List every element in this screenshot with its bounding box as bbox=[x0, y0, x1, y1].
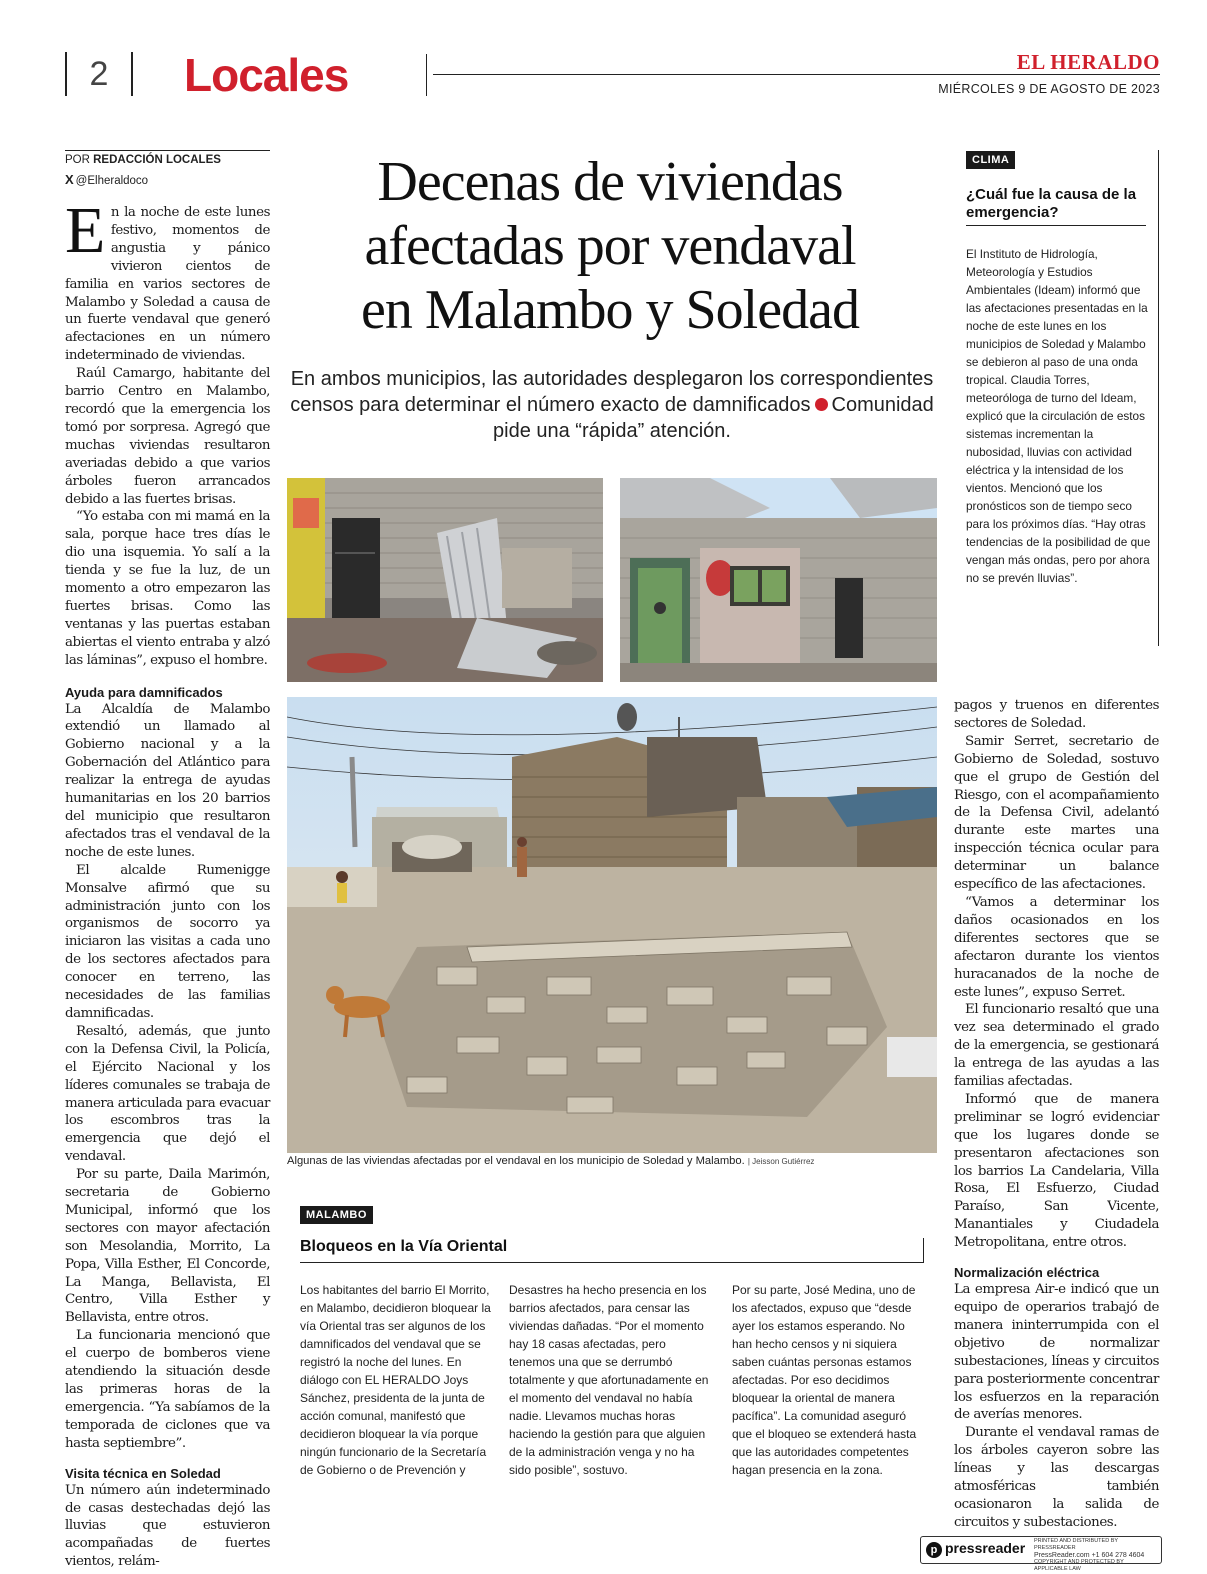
x-icon: X bbox=[65, 172, 74, 187]
malambo-column-1: Los habitantes del barrio El Morrito, en Malambo, decidieron bloquear la vía Oriental tras ser algunos de los damnificados del vendaval que se registró la noche del lunes. En diálogo con EL HERALDO Joys Sánchez, presidenta de la junta de acción comunal, manifestó que decidieron bloquear la vía porque ningún funcionario de la Secretaría de Gobierno o de Prevención y bbox=[300, 1283, 491, 1477]
sidebar-rule bbox=[966, 225, 1146, 226]
sidebar-text: El Instituto de Hidrología, Meteorología y Estudios Ambientales (Ideam) informó que las afectaciones presentadas en la noche de este lunes en los municipios de Soledad y Malambo se debieron al paso de una onda tropical. Claudia Torres, meteoróloga de turno del Ideam, explicó que la circulación de estos sistemas incrementan la nubosidad, lluvias con actividad eléctrica y la intensidad de los vientos. Mencionó que los pronósticos son de tiempo seco para los próximos días. “Hay otras tendencias de la posibilidad de que vengan más ondas, pero por ahora no se prevén lluvias”. bbox=[966, 247, 1151, 585]
malambo-rule bbox=[300, 1262, 923, 1263]
subhead-normalizacion: Normalización eléctrica bbox=[954, 1265, 1100, 1281]
subhead-visita: Visita técnica en Soledad bbox=[65, 1465, 221, 1481]
lead-paragraph: En la noche de este lunes festivo, momentos de angustia y pánico vivieron cientos de familia en varios sectores de Malambo y Soledad a causa de un fuerte vendaval que generó afectaciones en un número indeterminado de viviendas. bbox=[65, 194, 270, 364]
bullet-dot bbox=[815, 398, 828, 411]
paragraph: “Vamos a determinar los daños ocasionados en los diferentes sectores que se afectaron durante los vientos huracanados de la noche de este lunes”, expuso Serret. bbox=[954, 894, 1159, 1000]
drop-cap: E bbox=[65, 194, 105, 267]
masthead-logo: EL HERALDO bbox=[1016, 50, 1160, 74]
issue-date: MIÉRCOLES 9 DE AGOSTO DE 2023 bbox=[938, 82, 1160, 96]
photo-collapsed-house bbox=[287, 697, 937, 1153]
handle-text: @Elheraldoco bbox=[75, 175, 149, 187]
paragraph: Un número aún indeterminado de casas destechadas dejó las lluvias que estuvieron acompañadas de fuertes vientos, relám- bbox=[65, 1482, 270, 1570]
photo-roofless-house bbox=[620, 478, 937, 682]
paragraph: La Alcaldía de Malambo extendió un llamado al Gobierno nacional y a la Gobernación del Atlántico para realizar la entrega de ayudas humanitarias en los 20 barrios del municipio que resultaron afectados tras el vendaval de la noche de este lunes. bbox=[65, 701, 270, 860]
headline: Decenas de viviendas afectadas por vendaval en Malambo y Soledad bbox=[361, 151, 859, 341]
header-divider bbox=[426, 54, 427, 96]
paragraph: La empresa Air-e indicó que un equipo de operarios trabajó de manera ininterrumpida con el objetivo de normalizar subestaciones, líneas y circuitos para posteriormente concentrar los esfuerzos en la reparación de averías menores. bbox=[954, 1282, 1159, 1423]
byline bbox=[65, 154, 221, 166]
paragraph: Informó que de manera preliminar se logró evidenciar que los lugares donde se presentaron afectaciones son los barrios La Candelaria, Villa Rosa, El Esfuerzo, Ciudad Paraíso, San Vicente, Manantiales y Ciudadela Metropolitana, entre otros. bbox=[954, 1091, 1159, 1251]
malambo-column-2: Desastres ha hecho presencia en los barrios afectados, para censar las viviendas dañadas. “Por el momento hay 18 casas afectadas, pero tenemos una que se derrumbó totalmente y que afortunadamente en el momento del vendaval no había nadie. Llevamos muchas horas haciendo la gestión para que alguien de la administración venga y no ha sido posible”, sostuvo. bbox=[509, 1283, 709, 1477]
subhead-ayuda: Ayuda para damnificados bbox=[65, 684, 223, 700]
byline-prefix: POR bbox=[65, 154, 90, 166]
sidebar-tag: CLIMA bbox=[966, 151, 1015, 169]
malambo-tag: MALAMBO bbox=[300, 1206, 373, 1224]
paragraph: “Yo estaba con mi mamá en la sala, porque hace tres días le dio una isquemia. Yo salí a la tienda y se fue la luz, de un momento a otro empezaron las fuertes brisas. Como las ventanas y las puertas estaban abiertas el viento entraba y alzó las láminas”, expuso el hombre. bbox=[65, 509, 270, 668]
pressreader-icon: p bbox=[926, 1542, 942, 1558]
photo-damaged-room bbox=[287, 478, 603, 682]
paragraph: El funcionario resaltó que una vez sea determinado el grado de la emergencia, se gestionará la entrega de las ayudas a las familias afectadas. bbox=[954, 1002, 1159, 1090]
malambo-title: Bloqueos en la Vía Oriental bbox=[300, 1238, 508, 1255]
paragraph: Raúl Camargo, habitante del barrio Centro en Malambo, recordó que la emergencia los tomó por sorpresa. Agregó que muchas viviendas resultaron averiadas debido a que varios árboles fueron arrancados debido a las fuertes brisas. bbox=[65, 366, 270, 507]
paragraph: Samir Serret, secretario de Gobierno de Soledad, sostuvo que el grupo de Gestión del Riesgo, con el acompañamiento de la Defensa Civil, adelantó durante este martes una inspección técnica ocular para determinar un balance específico de las afectaciones. bbox=[954, 733, 1159, 893]
pressreader-notice: PRINTED AND DISTRIBUTED BY PRESSREADER PressReader.com +1 604 278 4604 COPYRIGHT AND PROTECTED BY APPLICABLE LAW bbox=[1034, 1538, 1145, 1572]
photo-caption: Algunas de las viviendas afectadas por el vendaval en los municipio de Soledad y Malambo. | Jeisson Gutiérrez bbox=[287, 1155, 815, 1167]
paragraph: El alcalde Rumenigge Monsalve afirmó que su administración junto con los organismos de socorro ya iniciaron las visitas a cada uno de los sectores afectados para conocer en terreno, las necesidades de las familias damnificadas. bbox=[65, 862, 270, 1021]
photo-credit: | Jeisson Gutiérrez bbox=[747, 1157, 815, 1166]
malambo-column-3: Por su parte, José Medina, uno de los afectados, expuso que “desde ayer los estamos esperando. No han hecho censos y ni siquiera saben cuántas personas estamos afectadas. Por eso decidimos bloquear la oriental de manera pacífica”. La comunidad aseguró que el bloqueo se extenderá hasta que las autoridades competentes hagan presencia en la zona. bbox=[732, 1283, 917, 1477]
page-number: 2 bbox=[65, 52, 133, 96]
paragraph: Durante el vendaval ramas de los árboles cayeron sobre las líneas y las descargas atmosféricas también ocasionaron la salida de circuitos y subestaciones. bbox=[954, 1425, 1159, 1530]
sidebar-question: ¿Cuál fue la causa de la emergencia? bbox=[966, 186, 1137, 221]
deck: En ambos municipios, las autoridades desplegaron los correspondientes censos para determinar el número exacto de damnificados Comunidad pide una “rápida” atención. bbox=[290, 368, 934, 442]
paragraph: pagos y truenos en diferentes sectores de Soledad. bbox=[954, 698, 1159, 731]
paragraph: La funcionaria mencionó que el cuerpo de bomberos viene atendiendo la situación desde las primeras horas de la emergencia. “Ya sabíamos de la temporada de ciclones que va hasta septiembre”. bbox=[65, 1328, 270, 1451]
article-column-1 bbox=[65, 194, 270, 1571]
malambo-divider bbox=[923, 1238, 924, 1263]
byline-rule bbox=[65, 150, 270, 151]
article-column-3 bbox=[954, 697, 1159, 1532]
paragraph: Resaltó, además, que junto con la Defensa Civil, la Policía, el Ejército Nacional y los líderes comunales se trabaja de manera articulada para evacuar los escombros tras la emergencia que dejó el vendaval. bbox=[65, 1023, 270, 1165]
pressreader-logo: p pressreader bbox=[926, 1540, 1025, 1558]
paragraph: Por su parte, Daila Marimón, secretaria de Gobierno Municipal, informó que los sectores con mayor afectación son Mesolandia, Morrito, La Popa, Villa Esther, El Concorde, La Manga, Bellavista, El Centro, Villa Esther y Bellavista, entre otros. bbox=[65, 1167, 270, 1326]
section-title: Locales bbox=[184, 49, 349, 101]
social-handle bbox=[65, 172, 148, 187]
byline-author: REDACCIÓN LOCALES bbox=[93, 154, 221, 166]
